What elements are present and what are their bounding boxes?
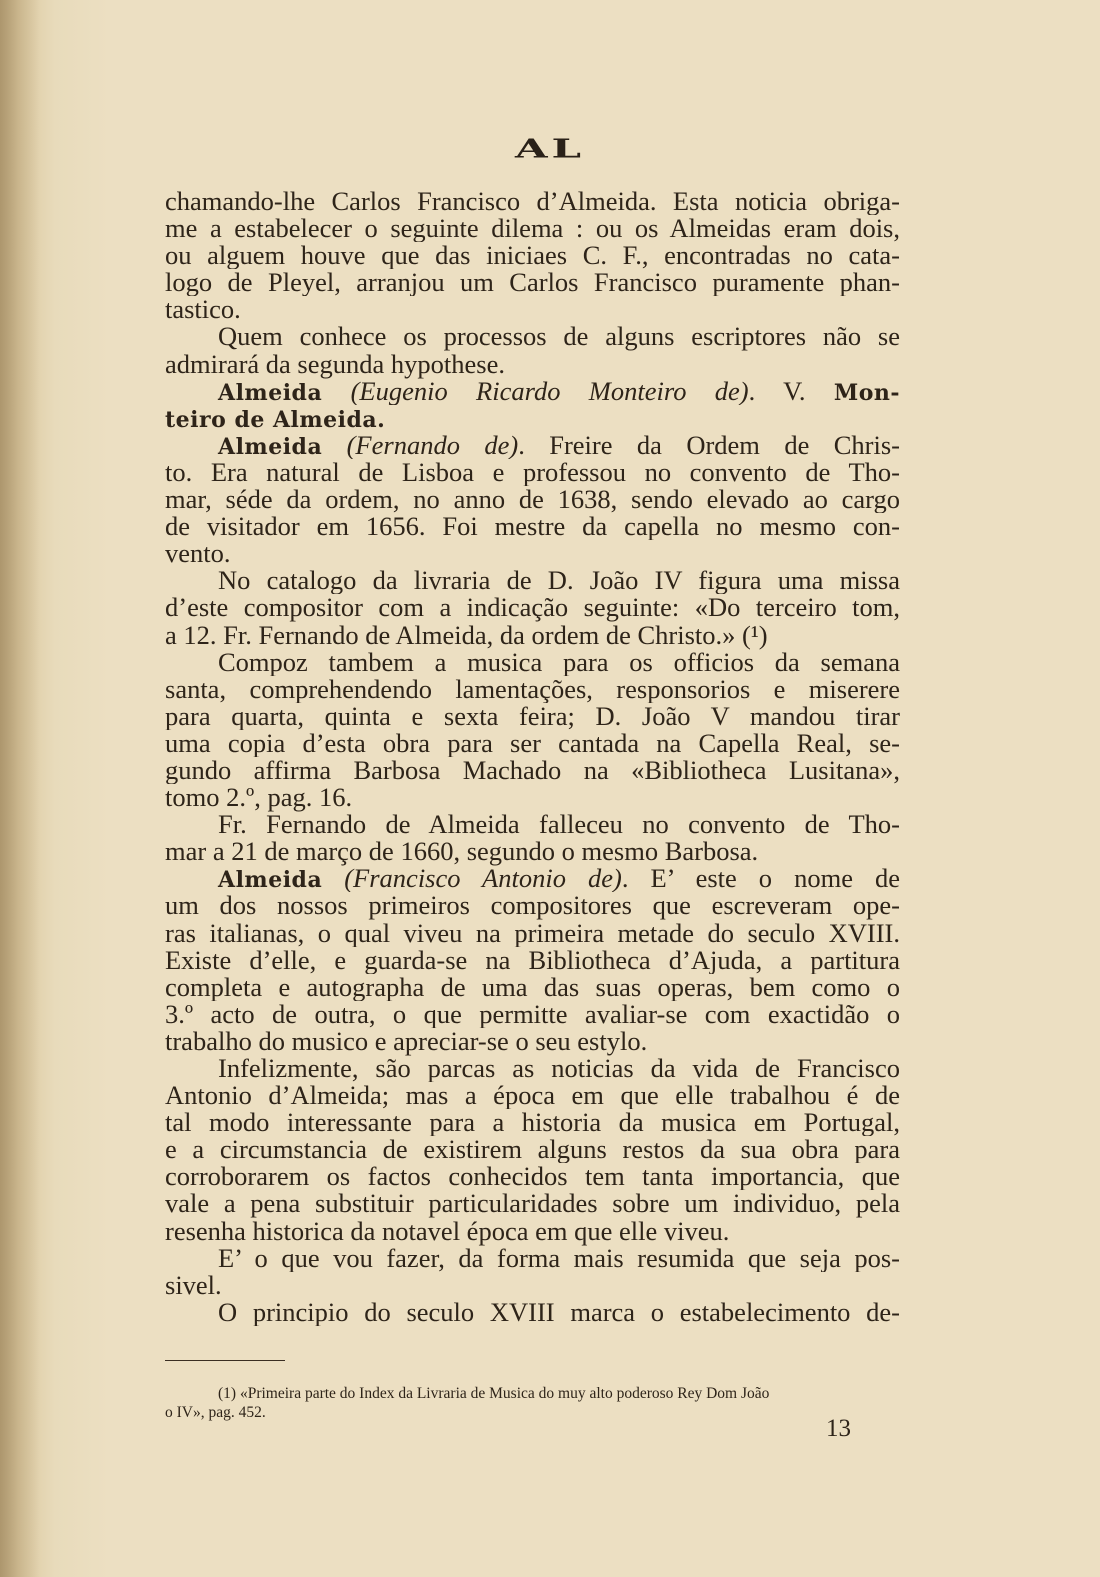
- text-span: tastico.: [165, 294, 241, 325]
- text-line: [165, 974, 900, 1001]
- text-line: [165, 947, 900, 974]
- entry-heading: Almeida: [218, 867, 323, 893]
- text-span: vale a pena substituir particularidades sobre um individuo, pela: [165, 1190, 900, 1218]
- text-span: d’este compositor com a indicação seguinte: «Do terceiro tom,: [165, 594, 900, 622]
- text-line: [165, 378, 900, 405]
- text-line: [165, 1082, 900, 1109]
- entry-name-italic: (Francisco Antonio de): [344, 865, 622, 893]
- text-line: [165, 432, 900, 459]
- text-line: [165, 649, 900, 676]
- text-line: [165, 920, 900, 947]
- text-span: chamando-lhe Carlos Francisco d’Almeida. Esta noticia obriga-: [165, 188, 900, 216]
- text-line: [165, 1001, 900, 1028]
- text-span: trabalho do musico e apreciar-se o seu estylo.: [165, 1025, 648, 1056]
- text-line: [165, 838, 900, 865]
- text-span: logo de Pleyel, arranjou um Carlos Francisco puramente phan-: [165, 269, 900, 297]
- text-span: vento.: [165, 538, 231, 569]
- text-span: Compoz tambem a musica para os officios da semana: [218, 648, 900, 676]
- text-line: [165, 892, 900, 919]
- entry-heading: teiro de Almeida.: [165, 406, 386, 433]
- entry-name-italic: (Fernando de): [346, 431, 519, 459]
- text-span: e a circumstancia de existirem alguns restos da sua obra para: [165, 1136, 900, 1164]
- text-span: mar, séde da ordem, no anno de 1638, sendo elevado ao cargo: [165, 486, 900, 514]
- text-span: to. Era natural de Lisboa e professou no convento de Tho-: [165, 458, 900, 487]
- text-span: de visitador em 1656. Foi mestre da capella no mesmo con-: [165, 513, 900, 541]
- text-span: me a estabelecer o seguinte dilema : ou os Almeidas eram dois,: [165, 215, 900, 243]
- text-span: gundo affirma Barbosa Machado na «Bibliotheca Lusitana»,: [165, 756, 900, 785]
- text-line: [165, 215, 900, 242]
- text-span: . Freire da Ordem de Chris-: [518, 431, 900, 459]
- text-line: [165, 323, 900, 350]
- text-span: Infelizmente, são parcas as noticias da vida de Francisco: [218, 1055, 900, 1083]
- footnote: [165, 1384, 900, 1422]
- text-line: [165, 567, 900, 594]
- text-span: ras italianas, o qual viveu na primeira metade do seculo XVIII.: [165, 919, 900, 947]
- text-span: a 12. Fr. Fernando de Almeida, da ordem de Christo.» (¹): [165, 619, 768, 650]
- text-line: [165, 513, 900, 540]
- text-span: . V.: [748, 377, 834, 405]
- text-line: [165, 619, 900, 650]
- text-line: [165, 1245, 900, 1272]
- footnote-line: (1) «Primeira parte do Index da Livraria de Musica do muy alto poderoso Rey Dom João: [218, 1385, 770, 1402]
- page-gutter-shadow: [0, 0, 40, 1577]
- text-line: [165, 757, 900, 784]
- text-span: uma copia d’esta obra para ser cantada na Capella Real, se-: [165, 729, 900, 757]
- text-line: [165, 1025, 900, 1056]
- text-span: tal modo interessante para a historia da musica em Portugal,: [165, 1109, 900, 1137]
- text-line: [165, 188, 900, 215]
- text-span: 3.º acto de outra, o que permitte avaliar-se com exactidão o: [165, 1000, 900, 1028]
- text-line: [165, 1163, 900, 1190]
- text-line: [165, 296, 900, 323]
- text-line: [165, 1215, 900, 1246]
- text-span: santa, comprehendendo lamentações, responsorios e miserere: [165, 675, 900, 703]
- text-span: mar a 21 de março de 1660, segundo o mesmo Barbosa.: [165, 836, 759, 867]
- entry-heading: Almeida: [218, 433, 323, 459]
- text-line: [165, 594, 900, 621]
- text-line: [165, 1190, 900, 1217]
- text-line: [165, 730, 900, 757]
- entry-heading: Mon-: [833, 379, 900, 405]
- text-span: O principio do seculo XVIII marca o estabelecimento de-: [218, 1298, 900, 1326]
- text-span: Quem conhece os processos de alguns escriptores não se: [218, 323, 900, 351]
- text-line: [165, 540, 900, 567]
- text-span: Existe d’elle, e guarda-se na Bibliotheca d’Ajuda, a partitura: [165, 946, 900, 974]
- text-line: [165, 242, 900, 269]
- text-span: completa e autographa de uma das suas operas, bem como o: [165, 973, 900, 1001]
- running-header: AL: [514, 133, 586, 164]
- footnote-line: o IV», pag. 452.: [165, 1404, 266, 1421]
- text-span: [322, 865, 344, 892]
- page-number: 13: [826, 1415, 851, 1442]
- footnote-rule: [165, 1360, 285, 1361]
- text-span: sivel.: [165, 1269, 222, 1300]
- text-span: um dos nossos primeiros compositores que escreveram ope-: [165, 892, 900, 920]
- text-span: E’ o que vou fazer, da forma mais resumida que seja pos-: [218, 1244, 900, 1272]
- text-span: tomo 2.º, pag. 16.: [165, 782, 353, 813]
- text-line: [165, 1109, 900, 1136]
- text-line: [165, 703, 900, 730]
- body-text: [165, 188, 900, 1326]
- text-line: [165, 1055, 900, 1082]
- text-span: No catalogo da livraria de D. João IV figura uma missa: [218, 567, 900, 595]
- text-line: [165, 269, 900, 296]
- text-line: [165, 405, 900, 432]
- text-span: [322, 378, 350, 405]
- text-line: [165, 1269, 900, 1300]
- text-line: [165, 865, 900, 892]
- text-span: resenha historica da notavel época em que elle viveu.: [165, 1215, 730, 1246]
- text-span: Antonio d’Almeida; mas a época em que elle trabalhou é de: [165, 1082, 900, 1110]
- text-span: corroborarem os factos conhecidos tem tanta importancia, que: [165, 1163, 900, 1191]
- entry-name-italic: (Eugenio Ricardo Monteiro de): [350, 377, 749, 405]
- text-line: [165, 459, 900, 486]
- text-span: admirará da segunda hypothese.: [165, 348, 505, 379]
- text-line: [165, 486, 900, 513]
- text-span: [322, 432, 346, 459]
- text-line: [165, 676, 900, 703]
- text-span: Fr. Fernando de Almeida falleceu no convento de Tho-: [218, 811, 900, 839]
- text-span: . E’ este o nome de: [621, 865, 900, 893]
- text-line: [165, 811, 900, 838]
- text-span: ou alguem houve que das iniciaes C. F., encontradas no cata-: [165, 242, 900, 270]
- text-line: [165, 784, 900, 811]
- text-line: [165, 1299, 900, 1326]
- entry-heading: Almeida: [218, 379, 323, 405]
- text-span: para quarta, quinta e sexta feira; D. João V mandou tirar: [165, 702, 900, 730]
- text-line: [165, 1136, 900, 1163]
- text-line: [165, 348, 900, 379]
